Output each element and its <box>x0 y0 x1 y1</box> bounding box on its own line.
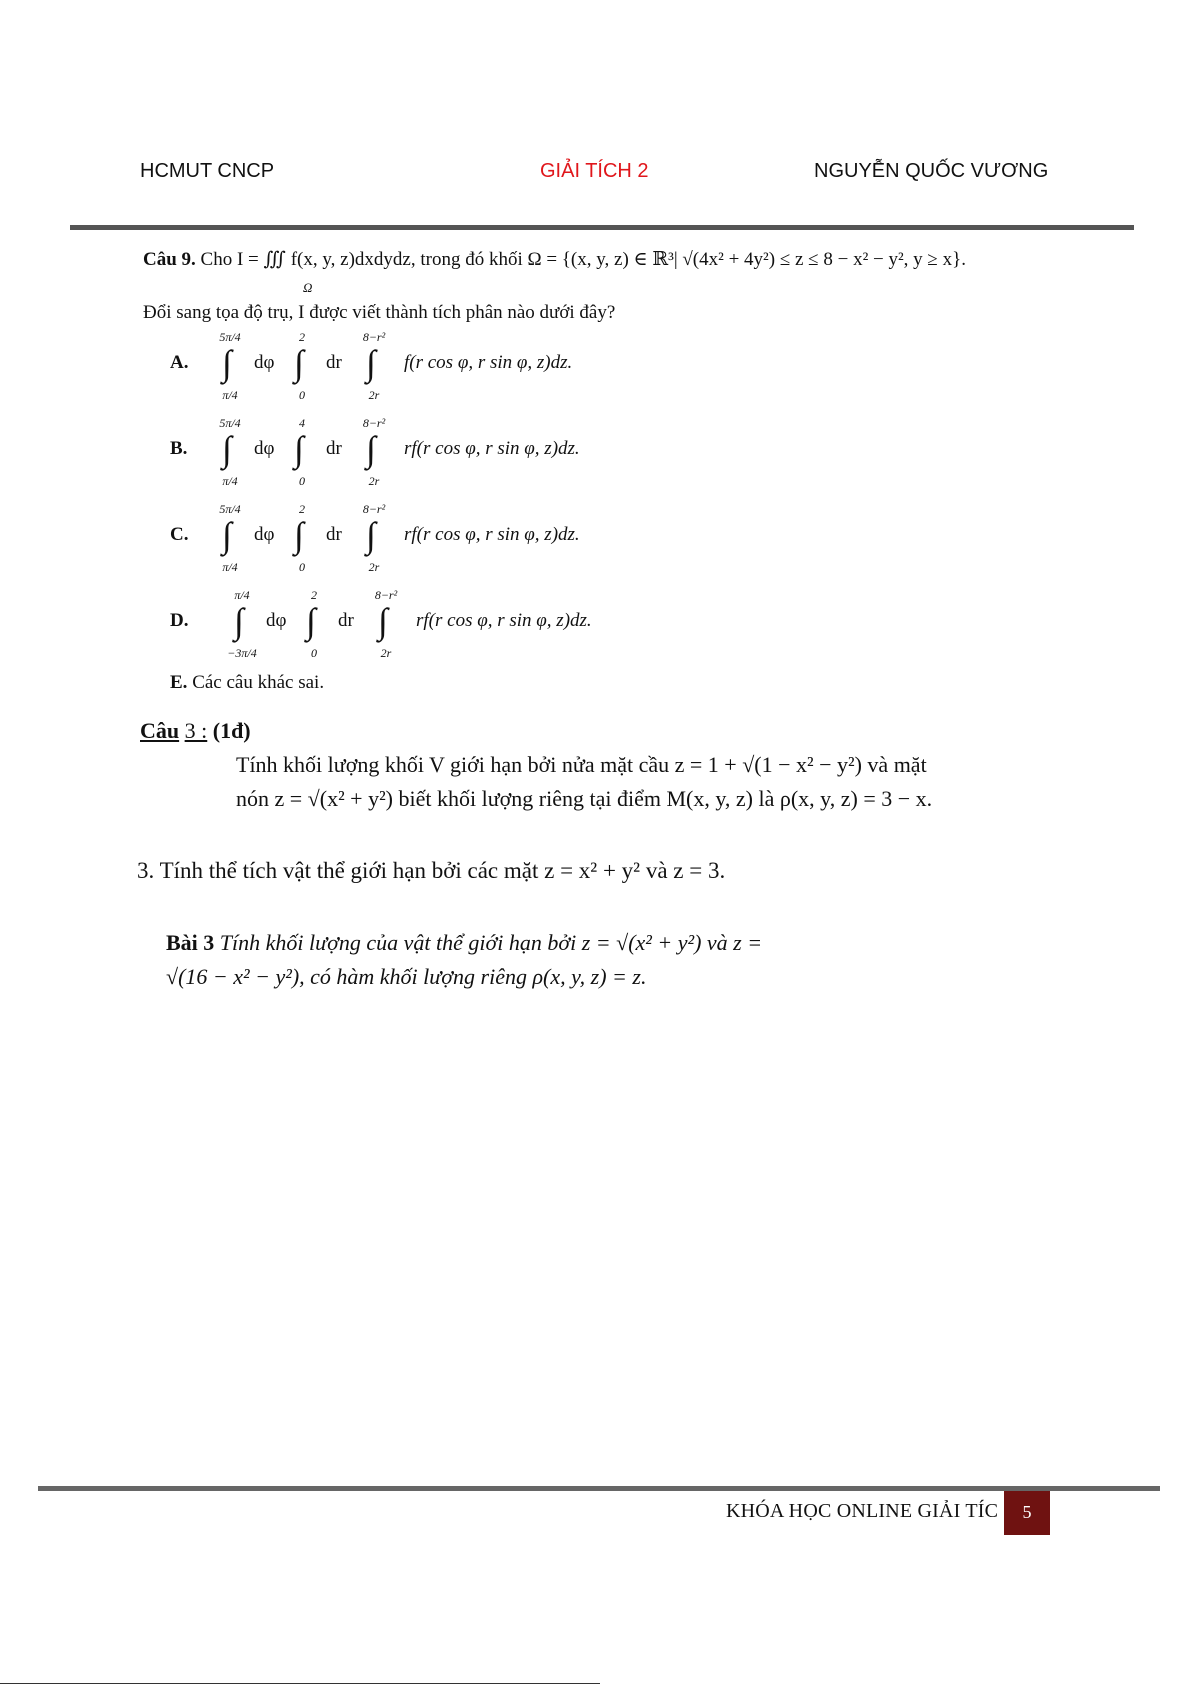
bai3-line1: Tính khối lượng của vật thể giới hạn bởi z = √(x² + y²) và z = <box>219 930 763 955</box>
phi-lower: π/4 <box>222 560 238 574</box>
header-center: GIẢI TÍCH 2 <box>540 160 649 182</box>
r-lower: 0 <box>299 474 305 488</box>
z-lower: 2r <box>368 474 380 488</box>
d-phi: dφ <box>266 610 287 631</box>
cau9-title: Câu 9. <box>143 249 196 270</box>
phi-lower: −3π/4 <box>227 646 257 660</box>
integral-group <box>210 588 730 662</box>
cau9-statement-line <box>143 248 966 271</box>
r-upper: 2 <box>299 502 305 516</box>
phi-lower: π/4 <box>222 388 238 402</box>
integral-sign: ∫ <box>222 429 232 469</box>
integral-sign: ∫ <box>294 429 304 469</box>
z-upper: 8−r² <box>374 588 398 602</box>
integral-group <box>210 502 730 576</box>
integral-sign: ∫ <box>378 601 388 641</box>
cau9-omega: Ω <box>303 280 313 295</box>
r-lower: 0 <box>299 388 305 402</box>
footer-rule <box>38 1486 1160 1491</box>
footer-text: KHÓA HỌC ONLINE GIẢI TÍC <box>726 1500 999 1522</box>
integral-sign: ∫ <box>366 429 376 469</box>
integral-sign: ∫ <box>366 515 376 555</box>
phi-upper: 5π/4 <box>219 330 241 344</box>
d-r: dr <box>326 524 342 545</box>
bottom-line <box>0 1683 600 1684</box>
r-upper: 2 <box>299 330 305 344</box>
cau3-points: (1đ) <box>212 718 251 743</box>
z-upper: 8−r² <box>362 502 386 516</box>
d-r: dr <box>326 438 342 459</box>
header-left: HCMUT CNCP <box>140 160 275 182</box>
r-upper: 2 <box>311 588 317 602</box>
d-r: dr <box>326 352 342 373</box>
header-rule <box>70 225 1134 230</box>
problem3: 3. Tính thể tích vật thể giới hạn bởi các mặt z = x² + y² và z = 3. <box>137 858 726 883</box>
integrand: rf(r cos φ, r sin φ, z)dz. <box>404 438 580 459</box>
z-upper: 8−r² <box>362 330 386 344</box>
z-upper: 8−r² <box>362 416 386 430</box>
bai3-line1-wrap <box>166 930 762 956</box>
integral-sign: ∫ <box>294 343 304 383</box>
integral-sign: ∫ <box>366 343 376 383</box>
option-label: A. <box>170 352 189 373</box>
page-number: 5 <box>1004 1491 1050 1535</box>
integral-group <box>210 330 730 404</box>
option-label: B. <box>170 438 188 459</box>
option-e-label: E. <box>170 672 188 693</box>
option-e-text: Các câu khác sai. <box>192 672 325 693</box>
cau9-question: Đổi sang tọa độ trụ, I được viết thành tích phân nào dưới đây? <box>143 302 616 323</box>
integral-sign: ∫ <box>294 515 304 555</box>
r-lower: 0 <box>299 560 305 574</box>
option-label: D. <box>170 610 189 631</box>
phi-upper: 5π/4 <box>219 416 241 430</box>
d-phi: dφ <box>254 438 275 459</box>
d-phi: dφ <box>254 524 275 545</box>
integral-sign: ∫ <box>306 601 316 641</box>
integral-group <box>210 416 730 490</box>
phi-lower: π/4 <box>222 474 238 488</box>
integrand: rf(r cos φ, r sin φ, z)dz. <box>416 610 592 631</box>
option-label: C. <box>170 524 189 545</box>
z-lower: 2r <box>380 646 392 660</box>
cau9-statement: Cho I = ∭ f(x, y, z)dxdydz, trong đó khối Ω = {(x, y, z) ∈ ℝ³| √(4x² + 4y²) ≤ z ≤ 8 − x² − y², y ≥ x}. <box>200 249 966 270</box>
integral-sign: ∫ <box>222 343 232 383</box>
d-phi: dφ <box>254 352 275 373</box>
phi-upper: 5π/4 <box>219 502 241 516</box>
cau3-number: 3 : <box>184 718 208 743</box>
z-lower: 2r <box>368 560 380 574</box>
r-upper: 4 <box>299 416 305 430</box>
z-lower: 2r <box>368 388 380 402</box>
bai3-line2: √(16 − x² − y²), có hàm khối lượng riêng ρ(x, y, z) = z. <box>166 964 647 989</box>
cau3-title-line <box>140 718 251 744</box>
header-right: NGUYỄN QUỐC VƯƠNG <box>814 160 1049 182</box>
cau3-line1: Tính khối lượng khối V giới hạn bởi nửa mặt cầu z = 1 + √(1 − x² − y²) và mặt <box>236 752 927 777</box>
phi-upper: π/4 <box>234 588 250 602</box>
integral-sign: ∫ <box>222 515 232 555</box>
cau3-line2: nón z = √(x² + y²) biết khối lượng riêng tại điểm M(x, y, z) là ρ(x, y, z) = 3 − x. <box>236 786 933 811</box>
option-e <box>170 672 324 694</box>
cau3-title: Câu <box>140 718 180 743</box>
integral-sign: ∫ <box>234 601 244 641</box>
r-lower: 0 <box>311 646 317 660</box>
bai3-title: Bài 3 <box>166 930 215 955</box>
integrand: f(r cos φ, r sin φ, z)dz. <box>404 352 573 373</box>
d-r: dr <box>338 610 354 631</box>
integrand: rf(r cos φ, r sin φ, z)dz. <box>404 524 580 545</box>
